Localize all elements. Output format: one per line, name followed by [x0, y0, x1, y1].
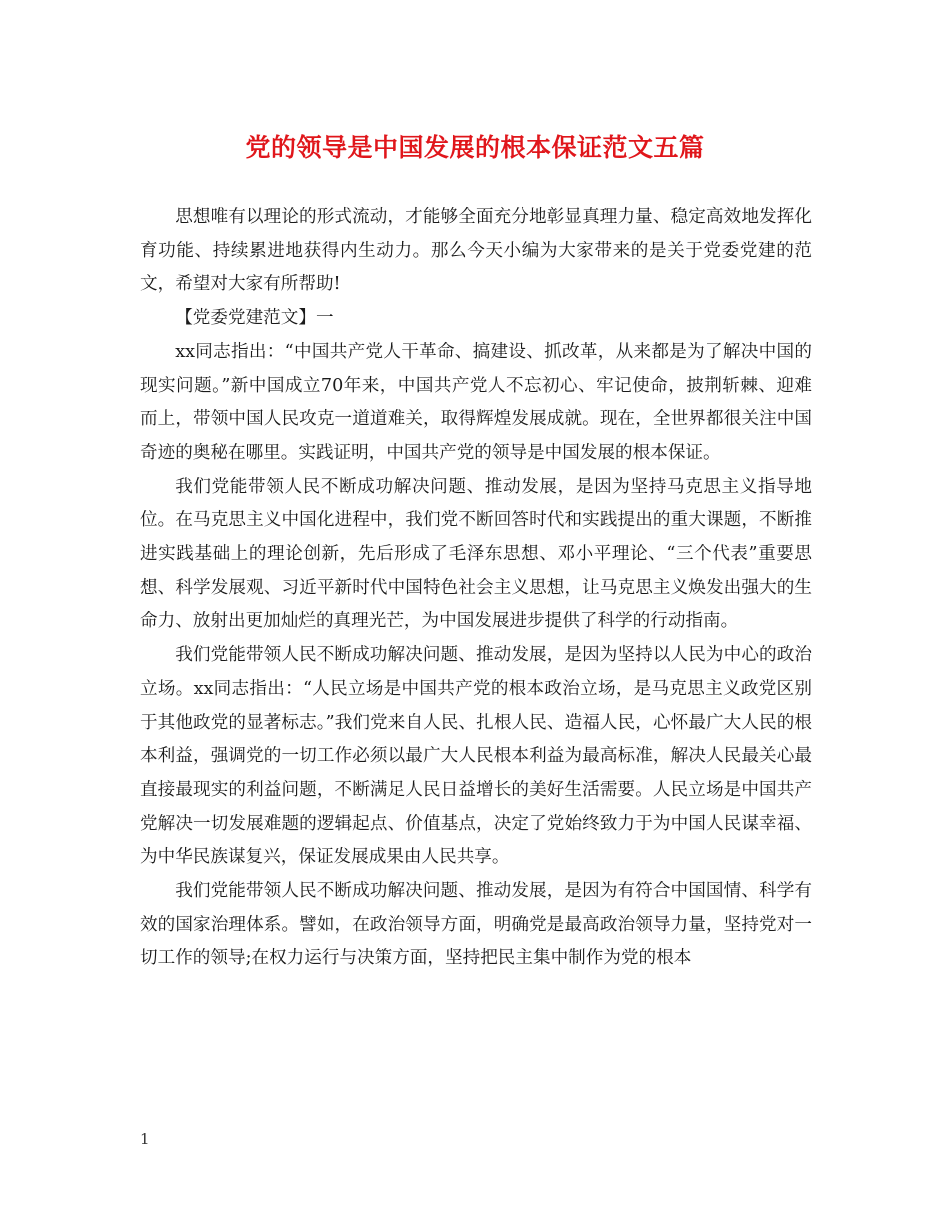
- section-heading: 【党委党建范文】一: [175, 308, 334, 329]
- document-title: 党的领导是中国发展的根本保证范文五篇: [245, 133, 705, 162]
- paragraph: 我们党能带领人民不断成功解决问题、推动发展，是因为有符合中国国情、科学有效的国家治理体系。譬如，在政治领导方面，明确党是最高政治领导力量，坚持党对一切工作的领导;在权力运行与决策方面，坚持把民主集中制作为党的根本: [140, 881, 812, 969]
- paragraph: 我们党能带领人民不断成功解决问题、推动发展，是因为坚持以人民为中心的政治立场。xx同志指出：“人民立场是中国共产党的根本政治立场，是马克思主义政党区别于其他政党的显著标志。”我们党来自人民、扎根人民、造福人民，心怀最广大人民的根本利益，强调党的一切工作必须以最广大人民根本利益为最高标准，解决人民最关心最直接最现实的利益问题，不断满足人民日益增长的美好生活需要。人民立场是中国共产党解决一切发展难题的逻辑起点、价值基点，决定了党始终致力于为中国人民谋幸福、为中华民族谋复兴，保证发展成果由人民共享。: [140, 645, 812, 868]
- paragraph: 我们党能带领人民不断成功解决问题、推动发展，是因为坚持马克思主义指导地位。在马克思主义中国化进程中，我们党不断回答时代和实践提出的重大课题，不断推进实践基础上的理论创新，先后形成了毛泽东思想、邓小平理论、“三个代表”重要思想、科学发展观、习近平新时代中国特色社会主义思想，让马克思主义焕发出强大的生命力、放射出更加灿烂的真理光芒，为中国发展进步提供了科学的行动指南。: [140, 476, 812, 632]
- page-number: 1: [140, 1130, 150, 1148]
- paragraph-intro: 思想唯有以理论的形式流动，才能够全面充分地彰显真理力量、稳定高效地发挥化育功能、持续累进地获得内生动力。那么今天小编为大家带来的是关于党委党建的范文，希望对大家有所帮助!: [140, 207, 812, 295]
- paragraph: xx同志指出：“中国共产党人干革命、搞建设、抓改革，从来都是为了解决中国的现实问题。”新中国成立70年来，中国共产党人不忘初心、牢记使命，披荆斩棘、迎难而上，带领中国人民攻克一道道难关，取得辉煌发展成就。现在，全世界都很关注中国奇迹的奥秘在哪里。实践证明，中国共产党的领导是中国发展的根本保证。: [140, 341, 812, 463]
- document-body: [140, 201, 812, 976]
